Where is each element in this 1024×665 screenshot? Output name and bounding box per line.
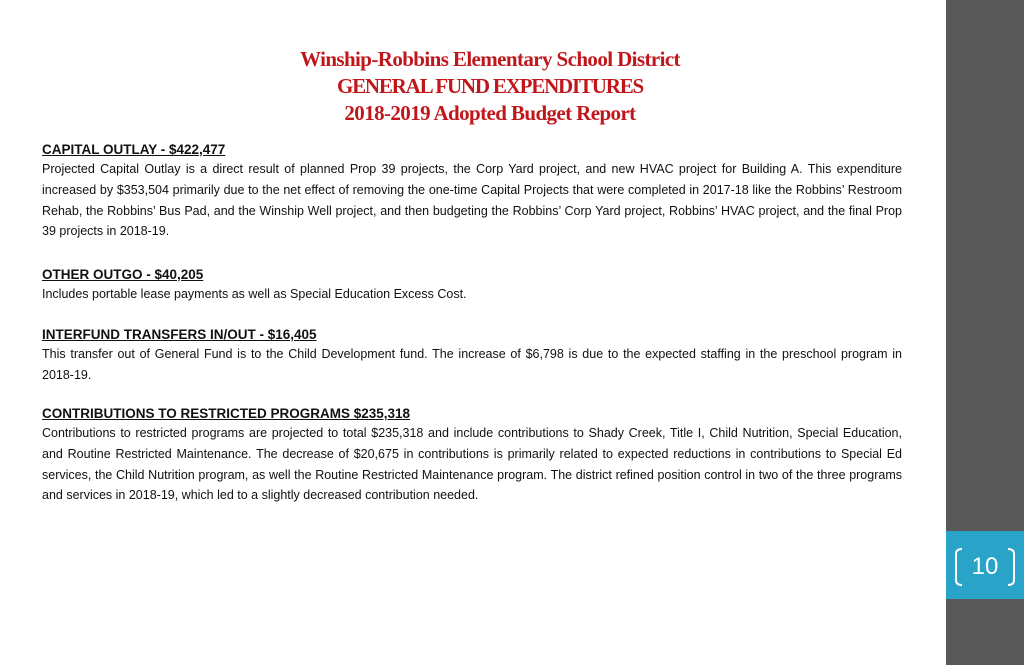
section-capital-outlay (42, 141, 902, 242)
section-interfund-transfers (42, 326, 902, 386)
report-header (0, 46, 980, 127)
district-name: Winship-Robbins Elementary School District (300, 47, 680, 71)
section-contributions-restricted (42, 405, 902, 506)
section-body: Projected Capital Outlay is a direct result of planned Prop 39 projects, the Corp Yard project, and new HVAC project for Building A. This expenditure increased by $353,504 primarily due to the net effect of removing the one-time Capital Projects that were completed in 2017-18 like the Robbins’ Restroom Rehab, the Robbins’ Bus Pad, and the Winship Well project, and then budgeting the Robbins’ Corp Yard project, Robbins’ HVAC project, and the final Prop 39 projects in 2018-19. (42, 162, 902, 239)
report-subtitle: 2018-2019 Adopted Budget Report (344, 101, 636, 125)
section-title: CAPITAL OUTLAY - $422,477 (42, 142, 226, 157)
section-title: INTERFUND TRANSFERS IN/OUT - $16,405 (42, 327, 317, 342)
section-title: OTHER OUTGO - $40,205 (42, 267, 204, 282)
section-other-outgo (42, 266, 902, 305)
section-body: This transfer out of General Fund is to the Child Development fund. The increase of $6,798 is due to the expected staffing in the preschool program in 2018-19. (42, 347, 902, 382)
section-body: Includes portable lease payments as well as Special Education Excess Cost. (42, 287, 467, 301)
section-body: Contributions to restricted programs are projected to total $235,318 and include contributions to Shady Creek, Title I, Child Nutrition, Special Education, and Routine Restricted Maintenance. The decrease of $20,675 in contributions is primarily related to expected reductions in contributions to Special Ed services, the Child Nutrition program, as well the Routine Restricted Maintenance program. The district refined position control in two of the three programs and services in 2018-19, which led to a slightly decreased contribution needed. (42, 426, 902, 503)
page-number: 10 (971, 553, 999, 580)
report-title: GENERAL FUND EXPENDITURES (336, 74, 644, 98)
section-title: CONTRIBUTIONS TO RESTRICTED PROGRAMS $235,318 (42, 406, 411, 421)
